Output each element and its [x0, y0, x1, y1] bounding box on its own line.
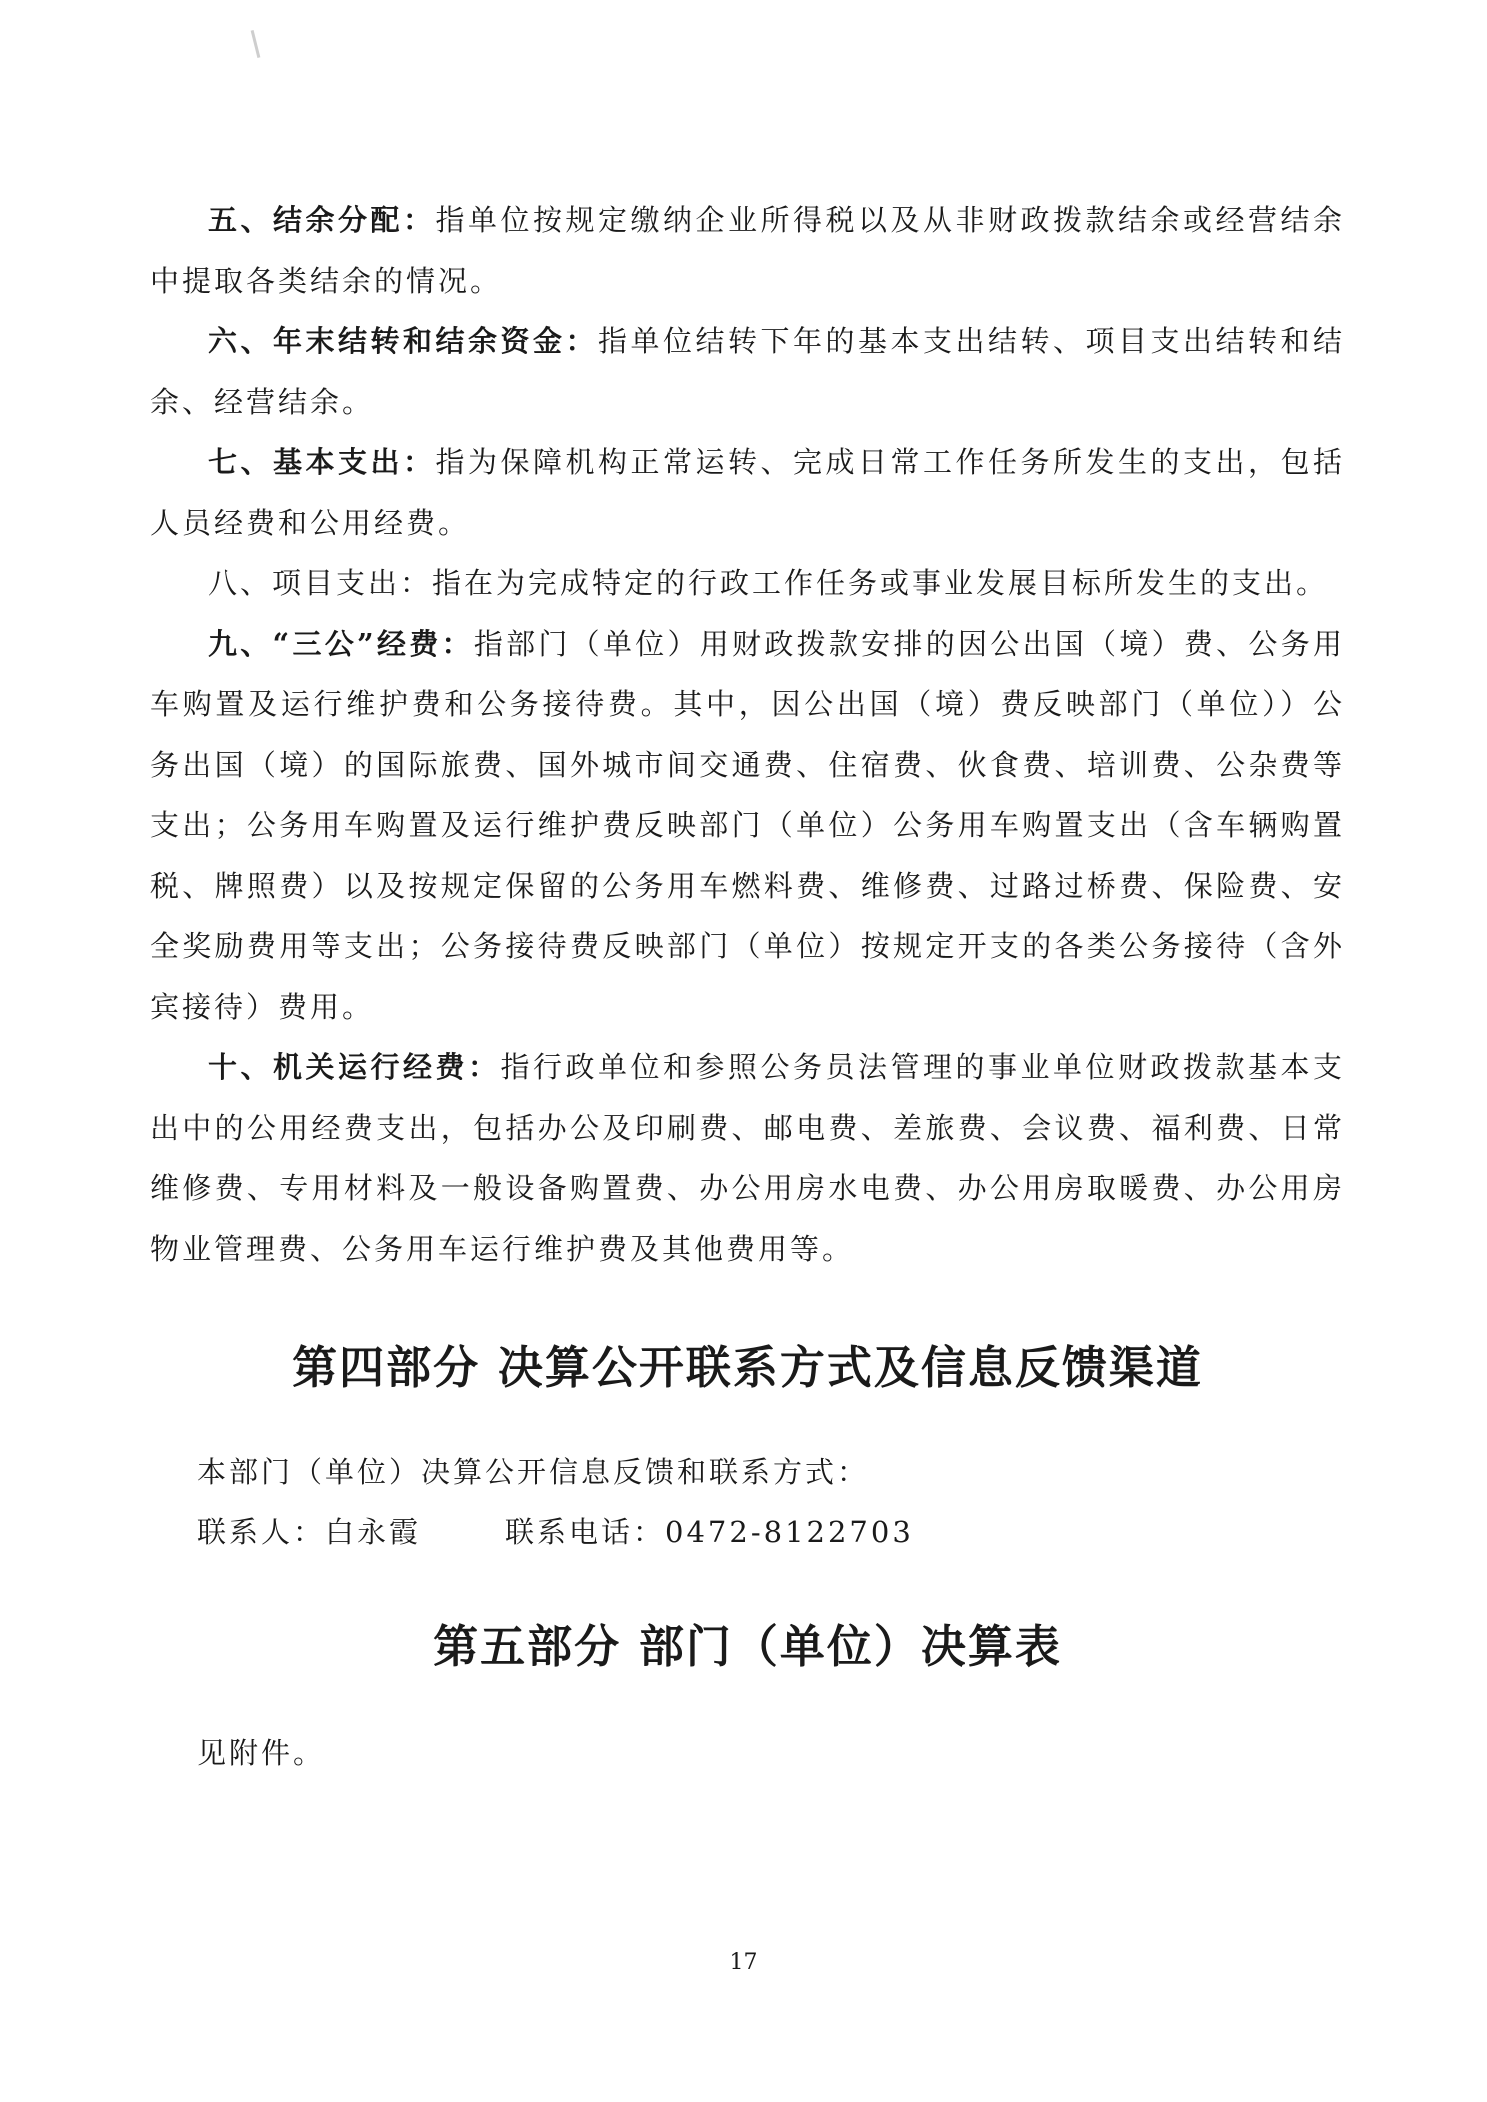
- paragraph-term: 六、年末结转和结余资金：: [208, 324, 598, 358]
- paragraph-text: 指单位按规定缴纳企业所得税以及从非财政拨款结余或经营结余中提取各类结余的情况。: [150, 203, 1345, 298]
- contact-person: 联系人：白永霞: [197, 1515, 422, 1549]
- paragraph-term: 九、“三公”经费：: [208, 626, 474, 661]
- paragraph-term: 七、基本支出：: [208, 445, 436, 479]
- paragraph-three-public-expenses: [150, 614, 1345, 1038]
- paragraph-year-end-balance: [150, 311, 1345, 432]
- paragraph-term: 十、机关运行经费：: [208, 1050, 501, 1084]
- paragraph-text: 指为保障机构正常运转、完成日常工作任务所发生的支出，包括人员经费和公用经费。: [150, 445, 1345, 540]
- section-five-heading: 第五部分 部门（单位）决算表: [433, 1620, 1062, 1673]
- paragraph-text: 八、项目支出：指在为完成特定的行政工作任务或事业发展目标所发生的支出。: [208, 566, 1329, 600]
- contact-intro: 本部门（单位）决算公开信息反馈和联系方式：: [197, 1455, 870, 1489]
- contact-line: [150, 1502, 1345, 1562]
- paragraph-text: 指部门（单位）用财政拨款安排的因公出国（境）费、公务用车购置及运行维护费和公务接待费。其中，因公出国（境）费反映部门（单位））公务出国（境）的国际旅费、国外城市间交通费、住宿费、伙食费、培训费、公杂费等支出；公务用车购置及运行维护费反映部门（单位）公务用车购置支出（含车辆购置税、牌照费）以及按规定保留的公务用车燃料费、维修费、过路过桥费、保险费、安全奖励费用等支出；公务接待费反映部门（单位）按规定开支的各类公务接待（含外宾接待）费用。: [150, 626, 1345, 1024]
- paragraph-text: 指单位结转下年的基本支出结转、项目支出结转和结余、经营结余。: [150, 324, 1345, 419]
- paragraph-term: 五、结余分配：: [208, 203, 436, 237]
- paragraph-surplus-distribution: [150, 190, 1345, 311]
- attachment-note: 见附件。: [197, 1736, 326, 1770]
- contact-phone: 联系电话：0472-8122703: [505, 1515, 914, 1549]
- page-content: [150, 190, 1345, 1783]
- paragraph-text: 指行政单位和参照公务员法管理的事业单位财政拨款基本支出中的公用经费支出，包括办公及印刷费、邮电费、差旅费、会议费、福利费、日常维修费、专用材料及一般设备购置费、办公用房水电费、办公用房取暖费、办公用房物业管理费、公务用车运行维护费及其他费用等。: [150, 1050, 1345, 1266]
- paragraph-project-expenditure: [150, 553, 1345, 614]
- scan-mark: [251, 30, 261, 58]
- section-four-heading: 第四部分 决算公开联系方式及信息反馈渠道: [292, 1341, 1203, 1394]
- page-number: 17: [729, 1950, 758, 1975]
- paragraph-basic-expenditure: [150, 432, 1345, 553]
- paragraph-agency-operating-expenses: [150, 1037, 1345, 1279]
